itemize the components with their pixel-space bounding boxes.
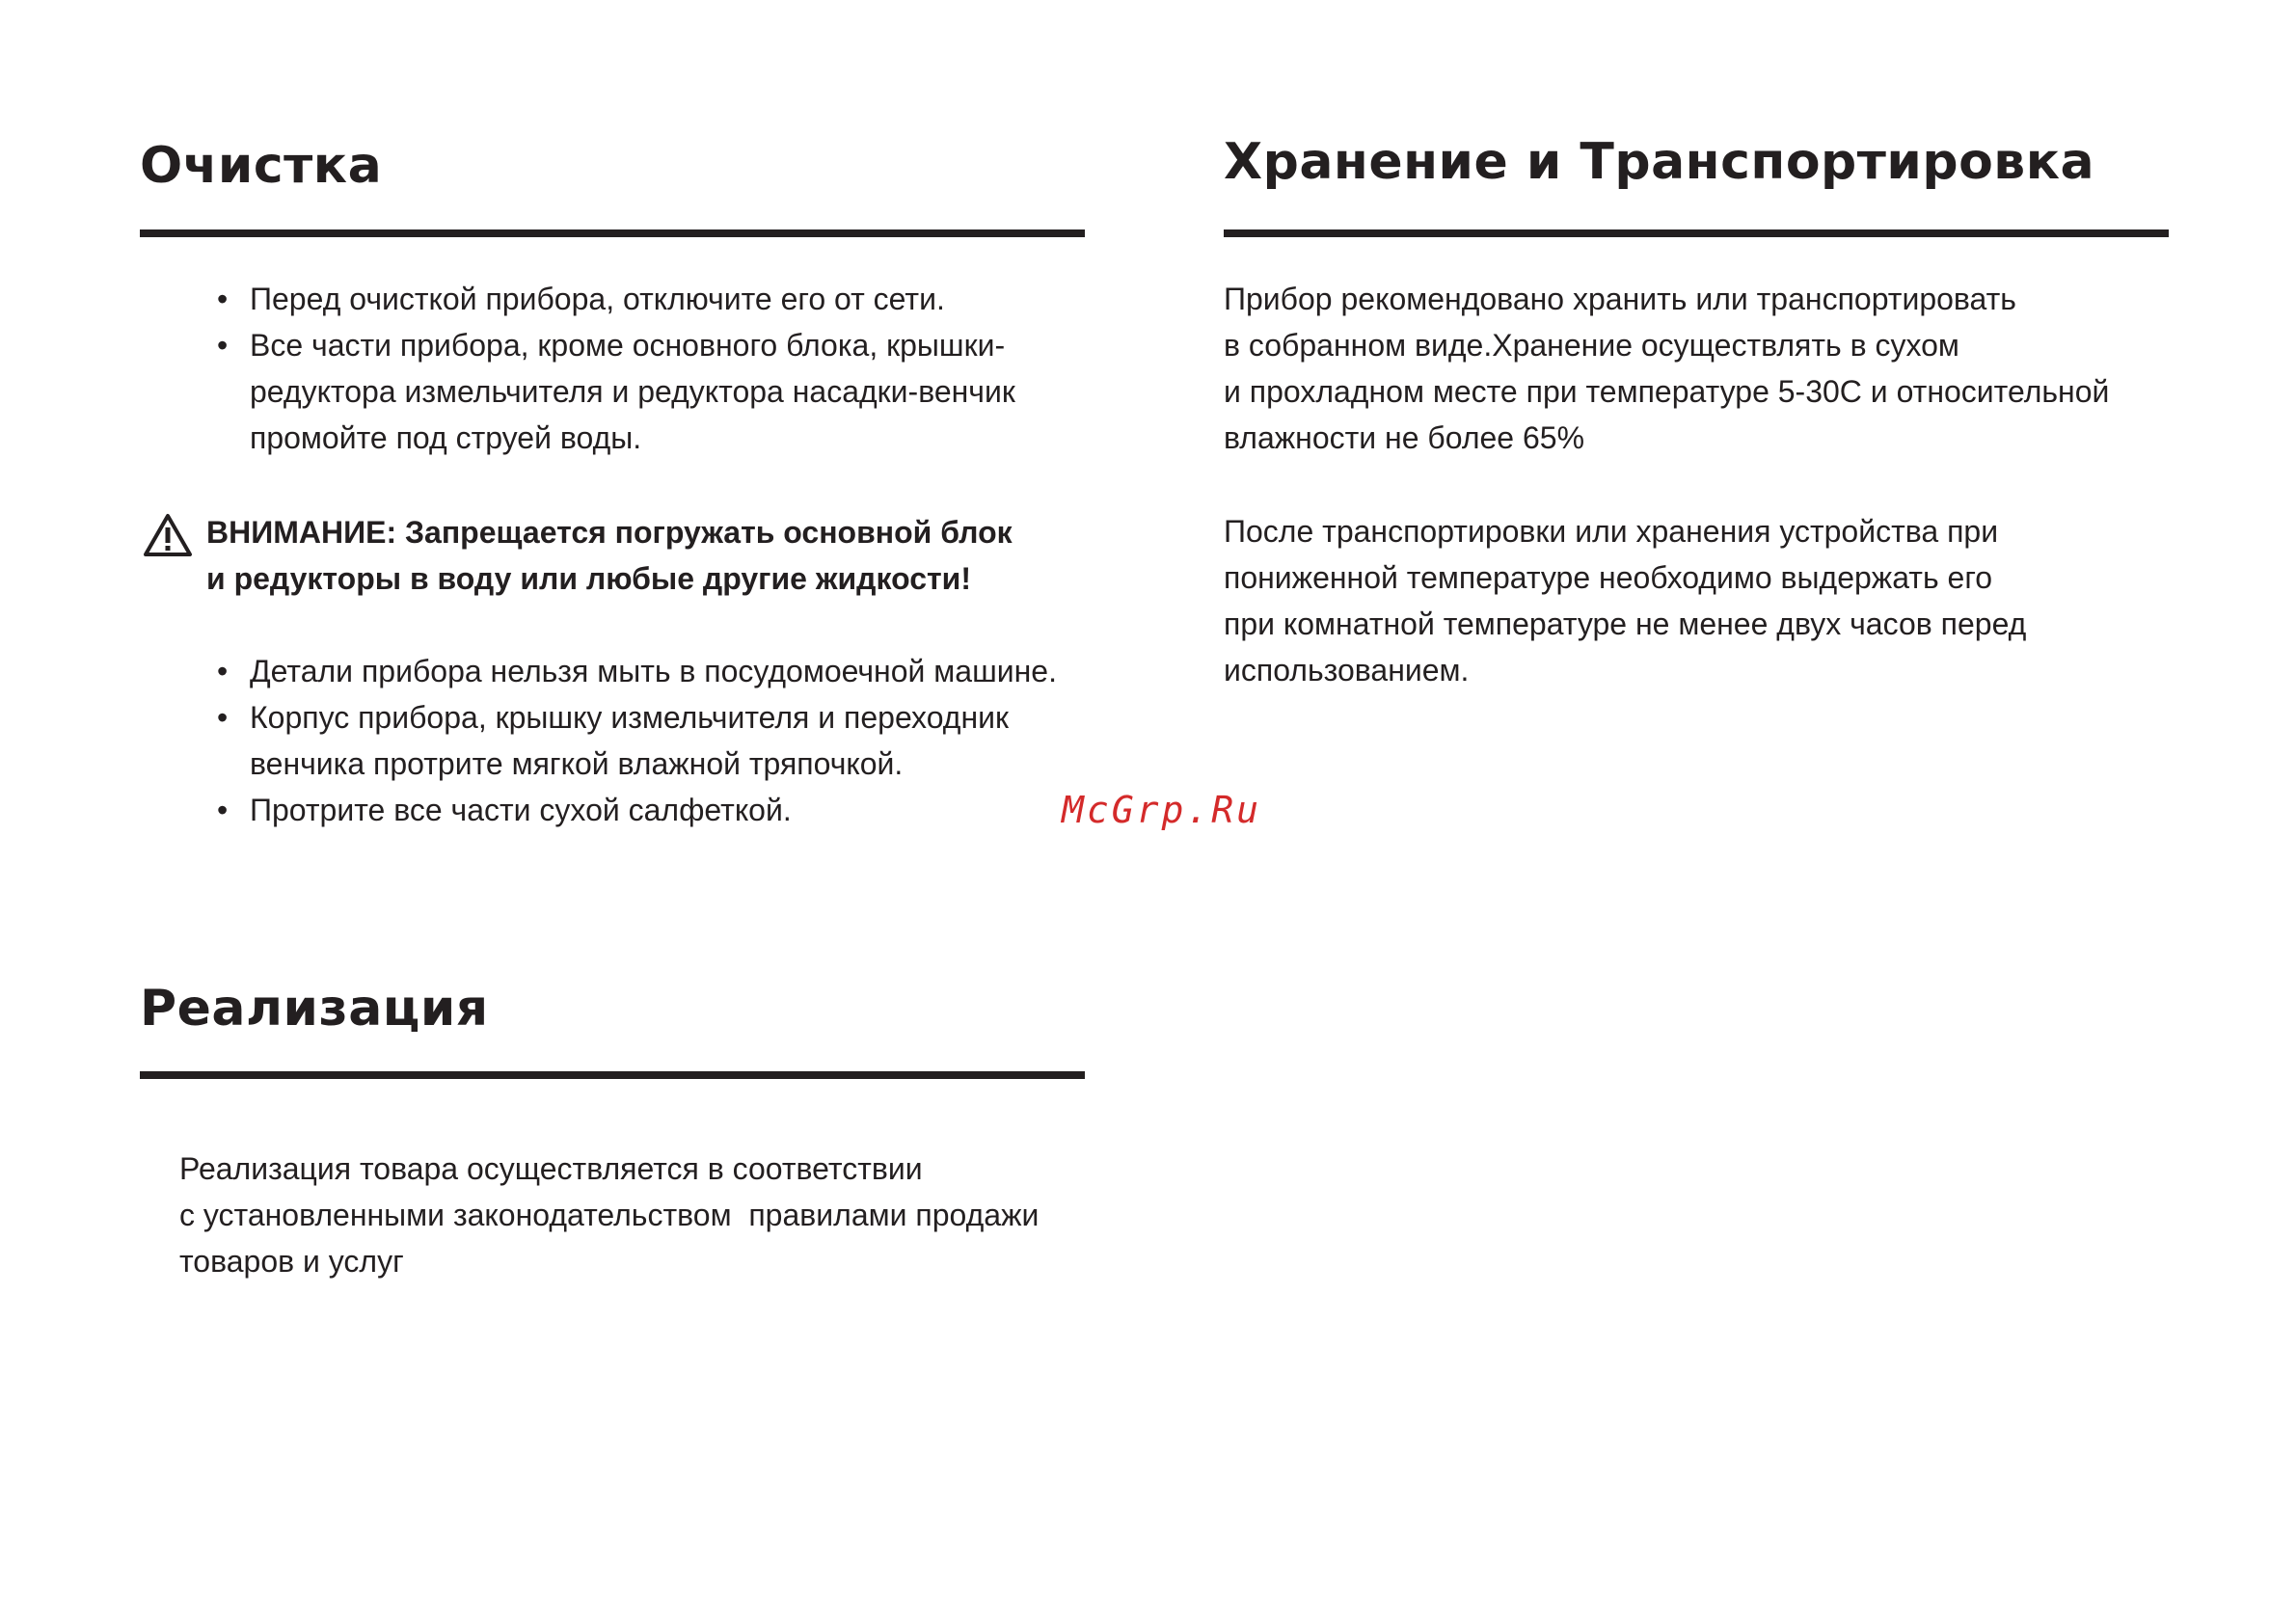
paragraph-line: влажности не более 65% — [1224, 420, 1585, 455]
cleaning-section — [140, 133, 1085, 847]
sales-title-rule — [140, 1071, 1085, 1079]
bullet-mark: • — [217, 654, 229, 688]
list-item — [217, 322, 1015, 461]
bullet-mark: • — [217, 328, 229, 363]
bullet-line: венчика протрите мягкой влажной тряпочкой. — [250, 746, 904, 781]
paragraph-line: и прохладном месте при температуре 5-30С и относительной — [1224, 374, 2110, 409]
paragraph-line: пониженной температуре необходимо выдержать его — [1224, 560, 1993, 595]
warning-text — [206, 509, 1013, 602]
list-item — [217, 276, 1015, 322]
warning-block — [143, 509, 1088, 606]
bullet-mark: • — [217, 700, 229, 735]
paragraph-line: товаров и услуг — [179, 1244, 404, 1279]
paragraph-line: в собранном виде.Хранение осуществлять в сухом — [1224, 328, 1959, 363]
warning-line: и редукторы в воду или любые другие жидкости! — [206, 561, 971, 596]
list-item — [217, 787, 1057, 833]
storage-title-rule — [1224, 229, 2169, 237]
cleaning-title-rule — [140, 229, 1085, 237]
bullet-line: редуктора измельчителя и редуктора насадки-венчик — [250, 374, 1015, 409]
bullet-line: Корпус прибора, крышку измельчителя и переходник — [250, 700, 1009, 735]
bullet-line: Детали прибора нельзя мыть в посудомоечной машине. — [250, 654, 1057, 688]
bullet-mark: • — [217, 282, 229, 316]
bullet-line: Протрите все части сухой салфеткой. — [250, 793, 792, 827]
cleaning-bullets-top — [217, 276, 1015, 461]
bullet-mark: • — [217, 793, 229, 827]
sales-paragraph — [179, 1146, 1039, 1284]
storage-paragraph-1 — [1224, 276, 2109, 461]
paragraph-line: использованием. — [1224, 653, 1470, 688]
list-item — [217, 648, 1057, 694]
bullet-line: Все части прибора, кроме основного блока, крышки- — [250, 328, 1006, 363]
storage-paragraph-2 — [1224, 508, 2026, 693]
warning-triangle-icon — [143, 513, 193, 557]
storage-title: Хранение и Транспортировка — [1224, 133, 2095, 191]
sales-section — [140, 980, 1085, 1288]
bullet-line: Перед очисткой прибора, отключите его от сети. — [250, 282, 945, 316]
storage-section — [1224, 133, 2169, 712]
cleaning-title: Очистка — [140, 137, 383, 195]
watermark-text: McGrp.Ru — [1062, 789, 1262, 831]
paragraph-line: После транспортировки или хранения устройства при — [1224, 514, 1999, 549]
paragraph-line: Реализация товара осуществляется в соответствии — [179, 1151, 923, 1186]
cleaning-bullets-bottom — [217, 648, 1057, 833]
list-item — [217, 694, 1057, 787]
sales-title: Реализация — [140, 980, 489, 1038]
paragraph-line: с установленными законодательством правилами продажи — [179, 1198, 1040, 1232]
warning-line: ВНИМАНИЕ: Запрещается погружать основной блок — [206, 515, 1013, 550]
bullet-line: промойте под струей воды. — [250, 420, 642, 455]
paragraph-line: при комнатной температуре не менее двух часов перед — [1224, 607, 2027, 641]
paragraph-line: Прибор рекомендовано хранить или транспортировать — [1224, 282, 2016, 316]
